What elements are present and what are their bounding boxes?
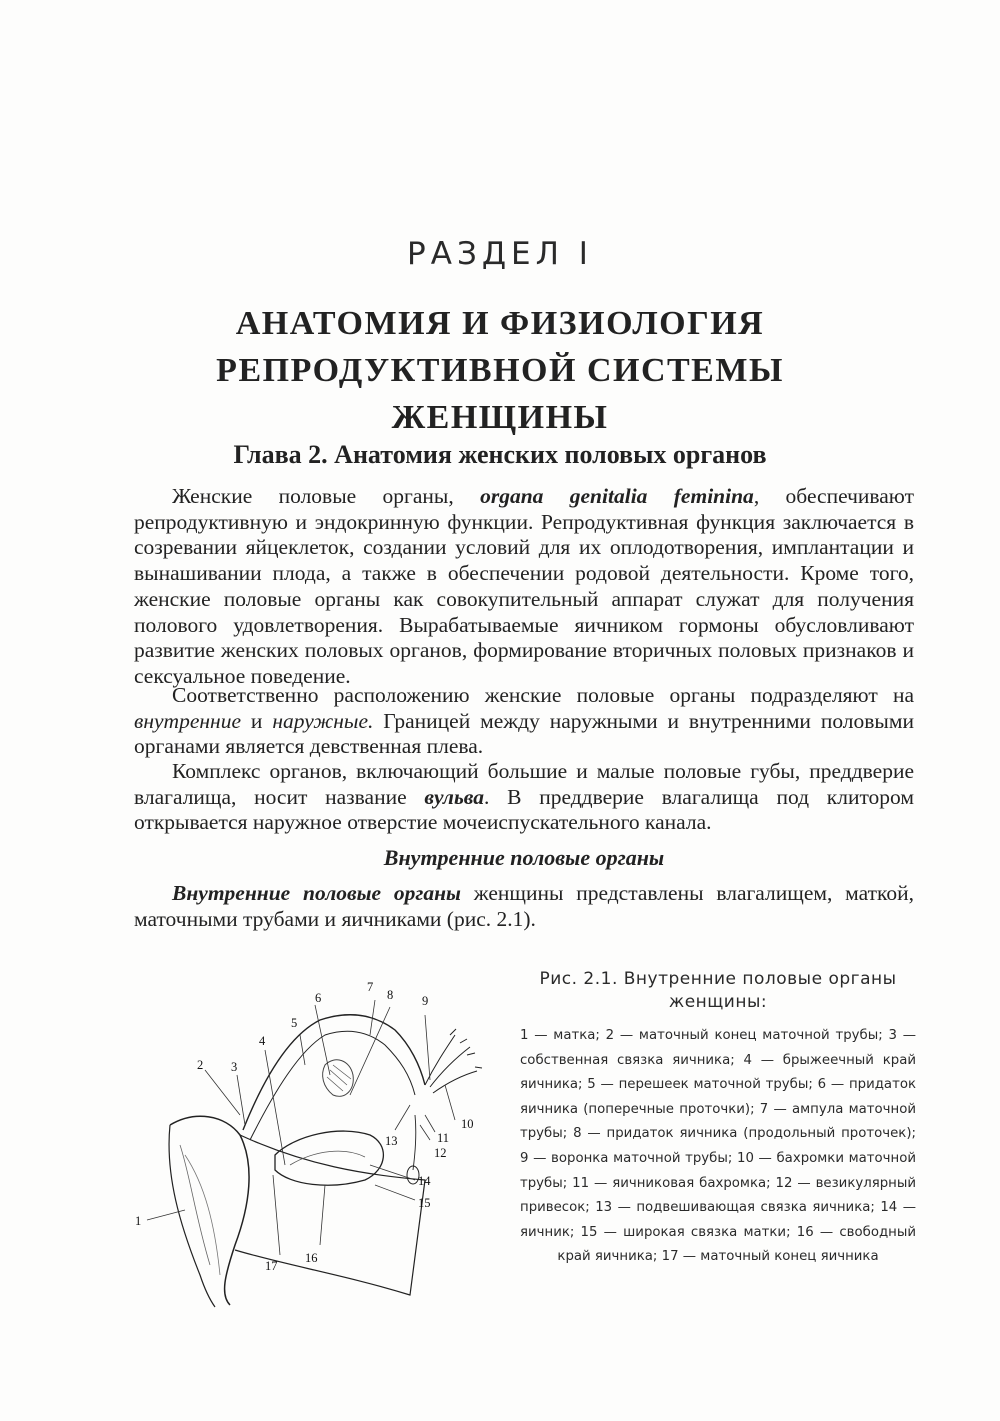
label-4: 4: [259, 1034, 266, 1048]
paragraph-3: [134, 759, 914, 836]
caption-legend: 1 — матка; 2 — маточный конец маточной трубы; 3 — собственная связка яичника; 4 — брыжеечный край яичника; 5 — перешеек маточной трубы; 6 — придаток яичника (поперечные проточки); 7 — ампула маточной трубы; 8 — придаток яичника (продольный проточек); 9 — воронка маточной трубы; 10 — бахромки маточной трубы; 11 — яичниковая бахромка; 12 — везикулярный привесок; 13 — подвешивающая связка яичника; 14 — яичник; 15 — широкая связка матки; 16 — свободный край яичника; 17 — маточный конец яичника: [520, 1028, 916, 1265]
label-5: 5: [291, 1016, 298, 1030]
text-run: , обеспечивают репродуктивную и эндокринную функции. Репродуктивная функция заключается в созревании яйцеклеток, создании условий для их оплодотворения, имплантации и вынашивании плода, а также в обеспечении родовой деятельности. Кроме того, женские половые органы как совокупительный аппарат служат для получения полового удовлетворения. Вырабатываемые яичником гормоны обусловливают развитие женских половых органов, формирование вторичных половых признаков и сексуальное поведение.: [134, 484, 914, 688]
latin-term: organa genitalia feminina: [480, 484, 754, 508]
label-11: 11: [437, 1131, 450, 1145]
part-title-line: АНАТОМИЯ И ФИЗИОЛОГИЯ: [235, 305, 765, 342]
text-run: женщины представлены влагалищем, маткой, маточными трубами и яичниками (рис. 2.1).: [134, 881, 914, 931]
label-15: 15: [418, 1196, 431, 1210]
term-internal-organs: Внутренние половые органы: [172, 881, 461, 905]
caption-title: Рис. 2.1. Внутренние половые органы женщины:: [539, 969, 897, 1012]
chapter-title: Глава 2. Анатомия женских половых органов: [233, 440, 767, 469]
label-6: 6: [315, 991, 322, 1005]
label-12: 12: [434, 1146, 447, 1160]
part-title: [0, 300, 1000, 441]
label-3: 3: [231, 1060, 238, 1074]
figure-caption: [520, 968, 916, 1270]
part-title-line: РЕПРОДУКТИВНОЙ СИСТЕМЫ: [216, 352, 784, 389]
label-8: 8: [387, 988, 394, 1002]
part-title-line: ЖЕНЩИНЫ: [391, 399, 609, 436]
anatomy-illustration: [125, 975, 500, 1310]
subheading: Внутренние половые органы: [383, 845, 665, 870]
paragraph-2: [134, 683, 914, 760]
label-7: 7: [367, 980, 374, 994]
paragraph-1: [134, 484, 914, 690]
text-run: . В преддверие влагалища под клитором открывается наружное отверстие мочеиспускательного канала.: [134, 784, 915, 835]
label-10: 10: [461, 1117, 474, 1131]
text-run: Женские половые органы,: [172, 484, 481, 508]
label-16: 16: [305, 1251, 318, 1265]
label-2: 2: [197, 1058, 204, 1072]
term-internal: внутренние: [134, 708, 241, 733]
label-1: 1: [135, 1214, 142, 1228]
term-vulva: вульва: [424, 784, 484, 809]
label-14: 14: [418, 1174, 431, 1188]
term-external: наружные.: [272, 708, 374, 733]
text-run: Комплекс органов, включающий большие и малые половые губы, преддверие влагалища, носит название: [134, 759, 914, 809]
text-run: Границей между наружными и внутренними половыми органами является девственная плева.: [134, 708, 914, 759]
label-9: 9: [422, 994, 429, 1008]
label-13: 13: [385, 1134, 398, 1148]
anatomy-drawing: [125, 975, 500, 1310]
section-label: РАЗДЕЛ I: [407, 236, 593, 272]
label-17: 17: [265, 1259, 278, 1273]
figure-labels: [135, 980, 474, 1273]
text-run: Соответственно расположению женские половые органы подразделяют на: [172, 683, 914, 707]
paragraph-4: [134, 881, 914, 932]
text-run: и: [241, 708, 273, 733]
